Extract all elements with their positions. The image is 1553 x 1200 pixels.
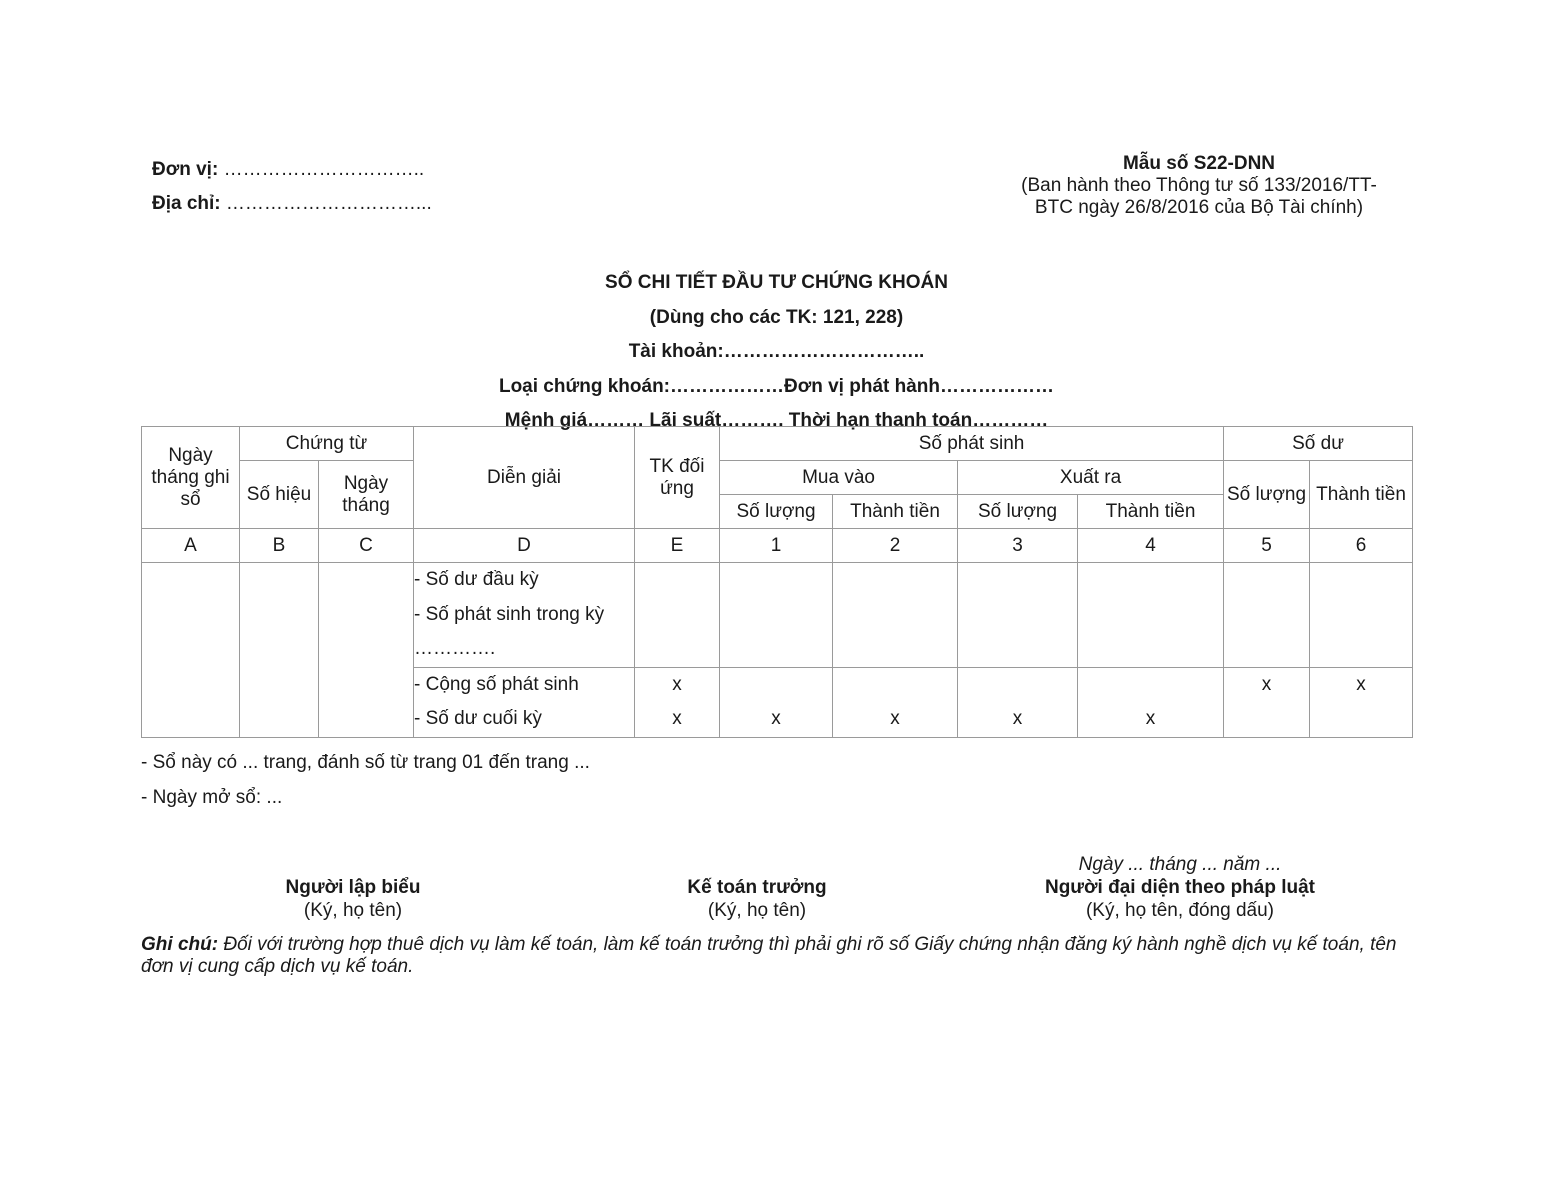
col-dien-giai: Diễn giải (414, 427, 635, 529)
cell-tk-doi-ung-totals (635, 667, 720, 737)
col-so-phat-sinh: Số phát sinh (720, 427, 1224, 461)
chief-accountant-sign-note: (Ký, họ tên) (707, 900, 807, 921)
col-tk-doi-ung: TK đối ứng (635, 427, 720, 529)
form-issued-line2: BTC ngày 26/8/2016 của Bộ Tài chính) (1034, 197, 1364, 218)
mark-x: x (1012, 708, 1023, 729)
header-row-1 (142, 427, 1413, 461)
total-movement-label: - Cộng số phát sinh (414, 673, 579, 695)
code-cell: 3 (958, 529, 1078, 563)
don-vi-label: Đơn vị: (152, 159, 219, 180)
col-chung-tu: Chứng từ (240, 427, 414, 461)
cell-col6-totals (1310, 667, 1413, 737)
code-cell: E (635, 529, 720, 563)
legal-rep-sign-note: (Ký, họ tên, đóng dấu) (1085, 900, 1274, 921)
dia-chi-label: Địa chỉ: (152, 193, 221, 214)
entries-row (142, 563, 1413, 668)
code-cell: C (319, 529, 414, 563)
col-mua-vao-so-luong: Số lượng (720, 495, 833, 529)
table-cell (1078, 563, 1224, 668)
footnote (141, 934, 1431, 978)
code-cell: A (142, 529, 240, 563)
col-xuat-ra-thanh-tien: Thành tiền (1078, 495, 1224, 529)
don-vi-value: ………………………….. (223, 159, 425, 180)
col-so-du-so-luong: Số lượng (1224, 461, 1310, 529)
unit-info (152, 153, 432, 221)
table-cell (1310, 563, 1413, 668)
cell-col3-totals (958, 667, 1078, 737)
page-title: SỔ CHI TIẾT ĐẦU TƯ CHỨNG KHOÁN (605, 272, 948, 293)
mark-x: x (672, 673, 682, 695)
page-subtitle: (Dùng cho các TK: 121, 228) (649, 306, 904, 328)
period-movement-label: - Số phát sinh trong kỳ (414, 603, 605, 625)
chief-accountant-title: Kế toán trưởng (687, 877, 827, 898)
mark-x: x (672, 708, 682, 729)
cell-so-hieu (240, 563, 319, 738)
title-block (0, 266, 1553, 439)
don-vi-line (152, 153, 432, 187)
ledger-table (141, 426, 1413, 738)
mark-x: x (1261, 673, 1272, 695)
table-cell (833, 563, 958, 668)
col-so-du-thanh-tien: Thành tiền (1310, 461, 1413, 529)
code-cell: 4 (1078, 529, 1224, 563)
cell-col4-totals (1078, 667, 1224, 737)
ledger-notes (141, 745, 590, 815)
form-code-block (1000, 153, 1398, 219)
mark-x (958, 668, 1077, 703)
col-so-hieu: Số hiệu (240, 461, 319, 529)
mark-x: x (771, 708, 781, 729)
code-cell: 1 (720, 529, 833, 563)
account-line: Tài khoản:………………………….. (628, 341, 925, 362)
chief-accountant-signature (607, 876, 907, 922)
closing-balance-label: - Số dư cuối kỳ (414, 708, 542, 729)
mark-x (833, 668, 957, 703)
mark-x (1224, 702, 1309, 737)
mark-x: x (890, 708, 900, 729)
cell-dien-giai-entries (414, 563, 635, 668)
mark-x: x (1356, 673, 1366, 695)
col-xuat-ra: Xuất ra (958, 461, 1224, 495)
open-date-note: - Ngày mở sổ: ... (141, 787, 283, 808)
signature-date-line: Ngày ... tháng ... năm ... (1078, 854, 1282, 875)
form-issued-line1: (Ban hành theo Thông tư số 133/2016/TT- (1021, 175, 1377, 196)
col-ngay-thang-ghi-so: Ngày tháng ghi sổ (142, 427, 240, 529)
table-cell (635, 563, 720, 668)
col-xuat-ra-so-luong: Số lượng (958, 495, 1078, 529)
dia-chi-value: …………………………... (225, 193, 432, 214)
cell-ngay-ghi-so (142, 563, 240, 738)
footnote-text: Đối với trường hợp thuê dịch vụ làm kế toán, làm kế toán trưởng thì phải ghi rõ số Giấy chứng nhận đăng ký hành nghề dịch vụ kế toán, tên đơn vị cung cấp dịch vụ kế toán. (141, 934, 1397, 977)
code-cell: D (414, 529, 635, 563)
form-code: Mẫu số S22-DNN (1122, 153, 1276, 174)
cell-col5-totals (1224, 667, 1310, 737)
cell-col2-totals (833, 667, 958, 737)
security-type-line: Loại chứng khoán:………………Đơn vị phát hành……………… (498, 375, 1055, 397)
footnote-label: Ghi chú: (141, 934, 219, 955)
mark-x (1310, 702, 1412, 737)
opening-balance-label: - Số dư đầu kỳ (414, 569, 539, 590)
terms-line: Mệnh giá……… Lãi suất………. Thời hạn thanh toán………… (504, 410, 1049, 431)
col-mua-vao: Mua vào (720, 461, 958, 495)
page-count-note: - Sổ này có ... trang, đánh số từ trang 01 đến trang ... (141, 752, 590, 773)
mark-x (720, 668, 832, 703)
legal-rep-signature (1000, 853, 1360, 922)
col-mua-vao-thanh-tien: Thành tiền (833, 495, 958, 529)
code-cell: 6 (1310, 529, 1413, 563)
col-so-du: Số dư (1224, 427, 1413, 461)
preparer-signature (203, 876, 503, 922)
legal-rep-title: Người đại diện theo pháp luật (1044, 877, 1316, 898)
ellipsis-line: …………. (414, 638, 496, 659)
code-cell: B (240, 529, 319, 563)
cell-dien-giai-totals (414, 667, 635, 737)
table-cell (1224, 563, 1310, 668)
preparer-title: Người lập biểu (285, 877, 421, 898)
code-cell: 2 (833, 529, 958, 563)
table-cell (720, 563, 833, 668)
header-row-2 (142, 461, 1413, 495)
cell-col1-totals (720, 667, 833, 737)
table-cell (958, 563, 1078, 668)
code-row (142, 529, 1413, 563)
dia-chi-line (152, 187, 432, 221)
col-ngay-thang: Ngày tháng (319, 461, 414, 529)
mark-x (1078, 668, 1223, 703)
code-cell: 5 (1224, 529, 1310, 563)
cell-ngay-thang (319, 563, 414, 738)
mark-x: x (1145, 708, 1156, 729)
preparer-sign-note: (Ký, họ tên) (303, 900, 403, 921)
